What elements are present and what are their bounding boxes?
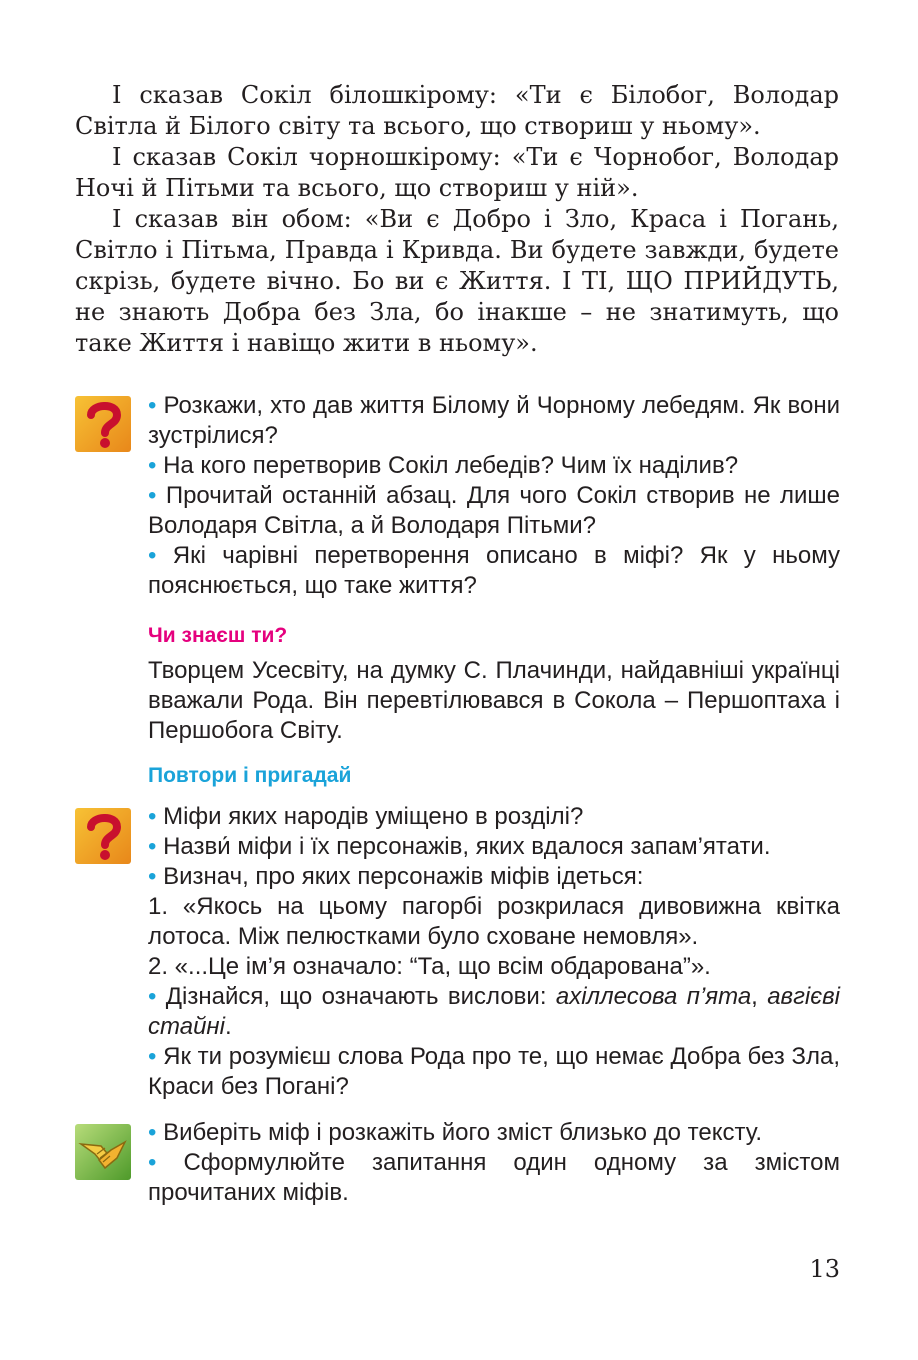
list-item: • Прочитай останній абзац. Для чого Сокіл створив не лише Володаря Світла, а й Володаря Пітьми? xyxy=(148,482,840,539)
story-text xyxy=(75,80,839,359)
list-item: • Визнач, про яких персонажів міфів ідеться: xyxy=(148,863,644,890)
bullet-icon: • xyxy=(148,803,157,830)
list-item: • Дізнайся, що означають вислови: ахіллесова п’ята, авгієві стайні. xyxy=(148,983,840,1040)
quote-item: 2. «...Це ім’я означало: “Та, що всім обдарована”». xyxy=(148,953,711,980)
list-item: • Які чарівні перетворення описано в міфі? Як у ньому пояснюється, що таке життя? xyxy=(148,542,840,599)
bullet-icon: • xyxy=(148,392,157,419)
group-tasks-block xyxy=(148,1118,840,1208)
list-item: • Виберіть міф і розкажіть його зміст близько до тексту. xyxy=(148,1119,763,1146)
question-mark-icon xyxy=(75,396,131,452)
bullet-icon: • xyxy=(148,452,157,479)
list-item: • Розкажи, хто дав життя Білому й Чорному лебедям. Як вони зустрілися? xyxy=(148,392,840,449)
list-item: • На кого перетворив Сокіл лебедів? Чим їх наділив? xyxy=(148,452,739,479)
phrase: ахіллесова п’ята xyxy=(555,983,752,1010)
bullet-icon: • xyxy=(148,863,157,890)
bullet-icon: • xyxy=(148,1119,157,1146)
bullet-icon: • xyxy=(148,1149,157,1176)
handshake-icon xyxy=(75,1124,131,1180)
list-item: • Міфи яких народів уміщено в розділі? xyxy=(148,803,584,830)
review-title: Повтори і пригадай xyxy=(148,764,352,787)
review-block xyxy=(148,802,840,1102)
did-you-know-text: Творцем Усесвіту, на думку С. Плачинди, найдавніші українці вважали Рода. Він перевтілювався в Сокола – Першоптаха і Першобога Світу. xyxy=(148,657,840,744)
bullet-icon: • xyxy=(148,482,157,509)
phrase: авгієві стайні xyxy=(148,983,840,1040)
quote-item: 1. «Якось на цьому пагорбі розкрилася дивовижна квітка лотоса. Між пелюстками було сховане немовля». xyxy=(148,893,840,950)
questions-block xyxy=(148,391,840,601)
bullet-icon: • xyxy=(148,1043,157,1070)
bullet-icon: • xyxy=(148,833,157,860)
question-mark-icon xyxy=(75,808,131,864)
page-number: 13 xyxy=(809,1255,840,1283)
bullet-icon: • xyxy=(148,983,157,1010)
list-item: • Назви́ міфи і їх персонажів, яких вдалося запам’ятати. xyxy=(148,833,771,860)
list-item: • Як ти розумієш слова Рода про те, що немає Добра без Зла, Краси без Погані? xyxy=(148,1043,841,1100)
bullet-icon: • xyxy=(148,542,157,569)
list-item: • Сформулюйте запитання один одному за змістом прочитаних міфів. xyxy=(148,1149,840,1206)
story-paragraph: І сказав він обом: «Ви є Добро і Зло, Краса і Погань, Світло і Пітьма, Правда і Кривда. Ви будете завжди, будете скрізь, будете вічно. Бо ви є Життя. І ТІ, ЩО ПРИЙДУТЬ, не знають Добра без Зла, бо інакше – не знатимуть, що таке Життя і навіщо жити в ньому». xyxy=(75,205,839,357)
did-you-know-title: Чи знаєш ти? xyxy=(148,624,288,647)
story-paragraph: І сказав Сокіл чорношкірому: «Ти є Чорнобог, Володар Ночі й Пітьми та всього, що створиш у ній». xyxy=(75,143,839,202)
story-paragraph: І сказав Сокіл білошкірому: «Ти є Білобог, Володар Світла й Білого світу та всього, що створиш у ньому». xyxy=(75,81,839,140)
